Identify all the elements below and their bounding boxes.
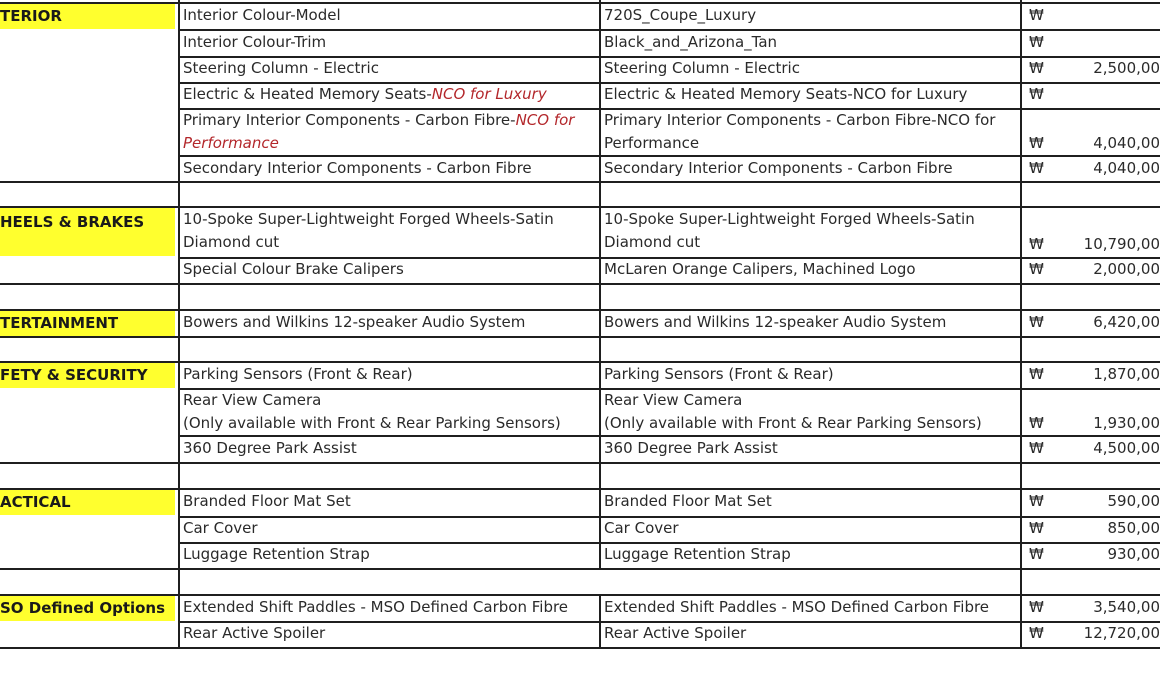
grid-line: [178, 56, 1160, 58]
option-price: [1051, 4, 1160, 30]
option-description: Interior Colour-Model: [183, 6, 341, 24]
category-entertainment: TERTAINMENT: [0, 311, 175, 336]
currency-symbol: [1021, 109, 1051, 156]
option-description: [180, 389, 601, 436]
option-description: Parking Sensors (Front & Rear): [183, 365, 413, 383]
option-description-text: Electric & Heated Memory Seats-: [183, 85, 432, 103]
currency-symbol-text: ₩: [1029, 134, 1044, 152]
grid-line: [0, 181, 1160, 183]
grid-line: [178, 29, 1160, 31]
table-row: [0, 437, 1160, 463]
option-price: [1051, 389, 1160, 436]
grid-line: [178, 108, 1160, 110]
currency-symbol: ₩: [1029, 33, 1044, 51]
table-row: [0, 490, 1160, 516]
category-practical: ACTICAL: [0, 490, 175, 515]
option-price: [1051, 31, 1160, 57]
option-spec: Rear Active Spoiler: [604, 624, 747, 642]
option-description: Steering Column - Electric: [183, 59, 379, 77]
grid-line: [178, 388, 1160, 390]
currency-symbol: ₩: [1029, 624, 1044, 642]
table-row: [0, 31, 1160, 57]
option-price: 2,000,00: [1093, 260, 1160, 278]
option-spec: Car Cover: [604, 519, 679, 537]
option-description-line2: Diamond cut: [183, 233, 280, 251]
option-spec: [601, 389, 1021, 436]
option-description: Secondary Interior Components - Carbon Fibre: [183, 159, 532, 177]
option-spec: Secondary Interior Components - Carbon Fibre: [604, 159, 953, 177]
option-description-line1: Rear View Camera: [183, 391, 322, 409]
grid-line: [178, 542, 1160, 544]
option-description: [180, 109, 601, 156]
currency-symbol-text: ₩: [1029, 235, 1044, 253]
currency-symbol: ₩: [1029, 159, 1044, 177]
option-spec: Electric & Heated Memory Seats-NCO for Luxury: [604, 85, 968, 103]
option-description: Bowers and Wilkins 12-speaker Audio System: [183, 313, 526, 331]
table-row: [0, 543, 1160, 569]
category-wheels-brakes-label: HEELS & BRAKES: [0, 213, 145, 231]
option-price: [1051, 83, 1160, 109]
option-spec: [601, 208, 1021, 257]
option-description: Special Colour Brake Calipers: [183, 260, 404, 278]
category-mso-defined-options: SO Defined Options: [0, 596, 175, 621]
nco-note: NCO for Luxury: [431, 85, 547, 103]
table-row: [0, 83, 1160, 109]
option-spec-line2: Diamond cut: [604, 233, 701, 251]
option-price: 4,500,00: [1093, 439, 1160, 457]
option-spec: Parking Sensors (Front & Rear): [604, 365, 834, 383]
option-description-line1: Primary Interior Components - Carbon Fibre-: [183, 111, 516, 129]
option-description: [180, 83, 601, 109]
grid-line: [0, 488, 1160, 490]
grid-line: [178, 435, 1160, 437]
table-row: [0, 157, 1160, 183]
grid-line: [178, 516, 1160, 518]
option-price: 1,870,00: [1093, 365, 1160, 383]
option-price: 6,420,00: [1093, 313, 1160, 331]
table-row: [0, 622, 1160, 648]
nco-note-continued: Performance: [183, 134, 279, 152]
table-row: [0, 311, 1160, 337]
option-spec-line2: (Only available with Front & Rear Parking Sensors): [604, 414, 982, 432]
grid-line: [178, 0, 180, 649]
table-row: [0, 4, 1160, 30]
currency-symbol: ₩: [1029, 519, 1044, 537]
grid-line: [0, 309, 1160, 311]
currency-symbol: [1021, 208, 1051, 257]
option-spec-line1: Rear View Camera: [604, 391, 743, 409]
grid-line: [0, 462, 1160, 464]
option-spec: [601, 109, 1021, 156]
option-spec: Black_and_Arizona_Tan: [604, 33, 778, 51]
option-description: Branded Floor Mat Set: [183, 492, 351, 510]
option-spec-line1: Primary Interior Components - Carbon Fibre-NCO for: [604, 111, 996, 129]
grid-line: [178, 621, 1160, 623]
currency-symbol: ₩: [1029, 545, 1044, 563]
table-row: [0, 57, 1160, 83]
currency-symbol: ₩: [1029, 59, 1044, 77]
option-price: 930,00: [1107, 545, 1160, 563]
option-price: 3,540,00: [1093, 598, 1160, 616]
option-description: Luggage Retention Strap: [183, 545, 370, 563]
currency-symbol: ₩: [1029, 313, 1044, 331]
option-spec: McLaren Orange Calipers, Machined Logo: [604, 260, 916, 278]
option-price: 590,00: [1107, 492, 1160, 510]
option-price: 2,500,00: [1093, 59, 1160, 77]
option-spec: Luggage Retention Strap: [604, 545, 791, 563]
grid-line: [0, 568, 1160, 570]
option-spec: Bowers and Wilkins 12-speaker Audio System: [604, 313, 947, 331]
nco-note: NCO for: [515, 111, 575, 129]
grid-line: [0, 647, 1160, 649]
currency-symbol: ₩: [1029, 492, 1044, 510]
option-description: Rear Active Spoiler: [183, 624, 326, 642]
option-description: Extended Shift Paddles - MSO Defined Carbon Fibre: [183, 598, 569, 616]
category-interior: TERIOR: [0, 4, 175, 29]
option-description: [180, 208, 601, 257]
option-price-text: 10,790,00: [1083, 235, 1160, 253]
option-price-text: 4,040,00: [1093, 134, 1160, 152]
option-price-text: 1,930,00: [1093, 414, 1160, 432]
option-spec: Branded Floor Mat Set: [604, 492, 772, 510]
option-price: 850,00: [1107, 519, 1160, 537]
option-spec-line1: 10-Spoke Super-Lightweight Forged Wheels-Satin: [604, 210, 975, 228]
grid-line: [0, 361, 1160, 363]
table-row: [0, 208, 1160, 257]
grid-line: [1020, 0, 1022, 649]
option-description: Car Cover: [183, 519, 258, 537]
currency-symbol: ₩: [1029, 260, 1044, 278]
table-row: [0, 596, 1160, 622]
option-description-line1: 10-Spoke Super-Lightweight Forged Wheels-Satin: [183, 210, 554, 228]
table-row: [0, 109, 1160, 156]
option-description: 360 Degree Park Assist: [183, 439, 357, 457]
option-description-line2: (Only available with Front & Rear Parking Sensors): [183, 414, 561, 432]
currency-symbol: ₩: [1029, 598, 1044, 616]
option-spec-line2: Performance: [604, 134, 700, 152]
currency-symbol-text: ₩: [1029, 414, 1044, 432]
grid-line: [599, 594, 601, 649]
currency-symbol: ₩: [1029, 85, 1044, 103]
grid-line: [599, 0, 601, 570]
table-row: [0, 363, 1160, 389]
option-description: Interior Colour-Trim: [183, 33, 327, 51]
currency-symbol: [1021, 389, 1051, 436]
currency-symbol: ₩: [1029, 439, 1044, 457]
grid-line: [0, 283, 1160, 285]
currency-symbol: ₩: [1029, 365, 1044, 383]
grid-line: [0, 594, 1160, 596]
option-spec: 720S_Coupe_Luxury: [604, 6, 757, 24]
grid-line: [178, 155, 1160, 157]
grid-line: [0, 2, 1160, 4]
option-price: 12,720,00: [1083, 624, 1160, 642]
option-spec: Steering Column - Electric: [604, 59, 800, 77]
table-row: [0, 258, 1160, 284]
table-row: [0, 517, 1160, 543]
option-spec: Extended Shift Paddles - MSO Defined Carbon Fibre: [604, 598, 990, 616]
option-price: [1051, 109, 1160, 156]
option-spec: 360 Degree Park Assist: [604, 439, 778, 457]
currency-symbol: ₩: [1029, 6, 1044, 24]
grid-line: [178, 257, 1160, 259]
category-safety-security: FETY & SECURITY: [0, 363, 175, 388]
grid-line: [0, 336, 1160, 338]
grid-line: [178, 82, 1160, 84]
option-price: [1051, 208, 1160, 257]
option-price: 4,040,00: [1093, 159, 1160, 177]
grid-line: [0, 206, 1160, 208]
table-row: [0, 389, 1160, 436]
